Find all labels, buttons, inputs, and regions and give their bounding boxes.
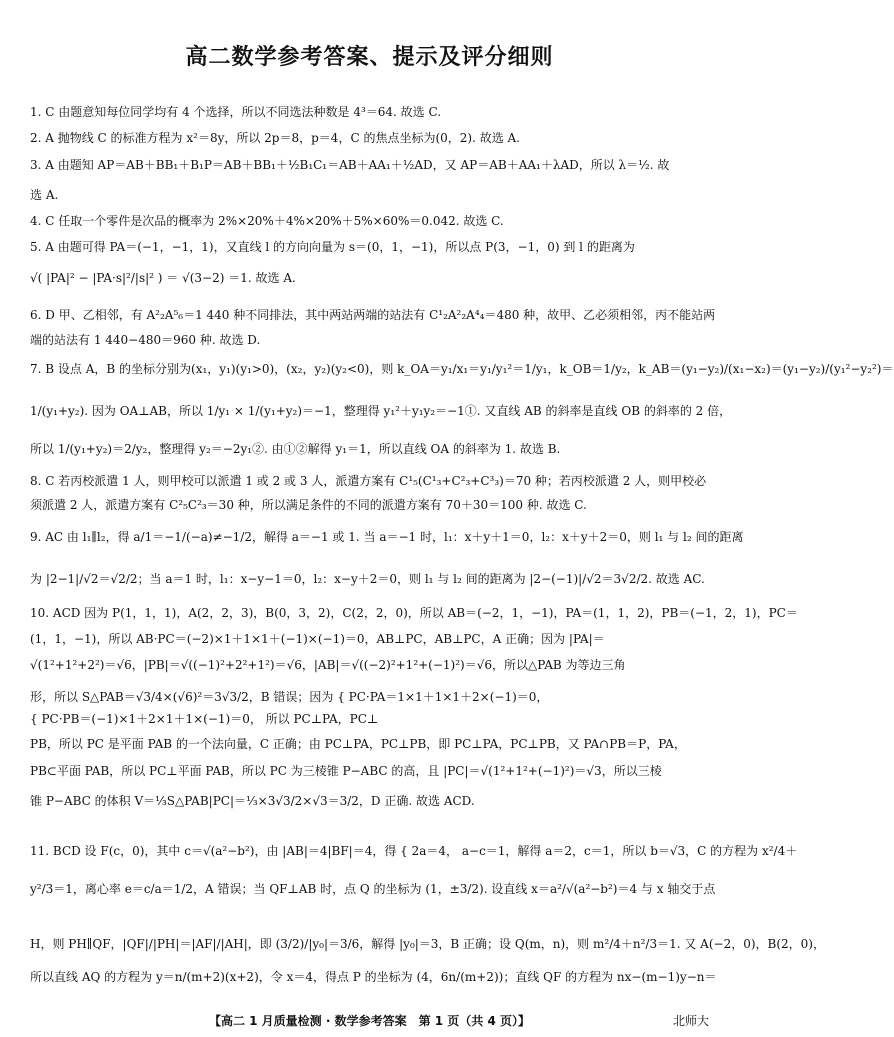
answer-line-q2: 2. A 抛物线 C 的标准方程为 x²＝8y，所以 2p＝8，p＝4，C 的焦点坐标为(0，2). 故选 A. [30, 131, 520, 145]
answer-line-q10-cont2: √(1²+1²+2²)＝√6，|PB|＝√((−1)²+2²+1²)＝√6，|AB|＝√((−2)²+1²+(−1)²)＝√6，所以△PAB 为等边三角 [30, 658, 626, 672]
answer-line-q11: 11. BCD 设 F(c，0)，其中 c＝√(a²−b²)，由 |AB|＝4|BF|＝4，得 { 2a＝4， a−c＝1，解得 a＝2，c＝1，所以 b＝√3，C 的方程为 x²/4＋ [30, 844, 798, 858]
answer-line-q10-cont3: 形，所以 S△PAB＝√3/4×(√6)²＝3√3/2，B 错误；因为 { PC·PA＝1×1＋1×1＋2×(−1)＝0， [30, 690, 549, 704]
answer-line-q11-cont3: 所以直线 AQ 的方程为 y＝n/(m+2)(x+2)，令 x＝4，得点 P 的坐标为 (4，6n/(m+2))；直线 QF 的方程为 nx−(m−1)y−n＝ [30, 970, 717, 984]
answer-line-q7: 7. B 设点 A，B 的坐标分别为(x₁，y₁)(y₁>0)，(x₂，y₂)(y₂<0)，则 k_OA＝y₁/x₁＝y₁/y₁²＝1/y₁，k_OB＝1/y₂，k_AB＝(y₁−y₂)/(x₁−x₂)＝(y₁−y₂)/(y₁²−y₂²)＝ [30, 362, 894, 376]
answer-line-q3-cont: 选 A. [30, 188, 59, 202]
answer-line-q8-cont: 须派遣 2 人，派遣方案有 C²₅C²₃＝30 种，所以满足条件的不同的派遣方案有 70＋30＝100 种. 故选 C. [30, 498, 587, 512]
page-title: 高二数学参考答案、提示及评分细则 [185, 45, 554, 70]
answer-line-q10-cont5: PB，所以 PC 是平面 PAB 的一个法向量，C 正确；由 PC⊥PA，PC⊥PB，即 PC⊥PA，PC⊥PB，又 PA∩PB＝P，PA， [30, 737, 686, 751]
answer-line-q9: 9. AC 由 l₁∥l₂，得 a/1＝−1/(−a)≠−1/2，解得 a＝−1 或 1. 当 a＝−1 时，l₁：x＋y＋1＝0，l₂：x＋y＋2＝0，则 l₁ 与 l₂ 间的距离 [30, 530, 744, 544]
answer-line-q10-cont1: (1，1，−1)，所以 AB·PC＝(−2)×1＋1×1＋(−1)×(−1)＝0，AB⊥PC，AB⊥PC，A 正确；因为 |PA|＝ [30, 632, 605, 646]
answer-line-q10-cont7: 锥 P−ABC 的体积 V＝⅓S△PAB|PC|＝⅓×3√3/2×√3＝3/2，D 正确. 故选 ACD. [30, 794, 475, 808]
answer-line-q7-cont1: 1/(y₁+y₂). 因为 OA⊥AB，所以 1/y₁ × 1/(y₁+y₂)＝−1，整理得 y₁²＋y₁y₂＝−1①. 又直线 AB 的斜率是直线 OB 的斜率的 2 倍， [30, 404, 732, 418]
answer-line-q8: 8. C 若丙校派遣 1 人，则甲校可以派遣 1 或 2 或 3 人，派遣方案有 C¹₅(C¹₃+C²₃+C³₃)＝70 种；若丙校派遣 2 人，则甲校必 [30, 474, 707, 488]
answer-line-q1: 1. C 由题意知每位同学均有 4 个选择，所以不同选法种数是 4³＝64. 故选 C. [30, 105, 442, 119]
answer-line-q3: 3. A 由题知 AP＝AB＋BB₁＋B₁P＝AB＋BB₁＋½B₁C₁＝AB＋AA₁＋½AD，又 AP＝AB＋AA₁＋λAD，所以 λ＝½. 故 [30, 158, 670, 172]
answer-line-q10: 10. ACD 因为 P(1，1，1)，A(2，2，3)，B(0，3，2)，C(2，2，0)，所以 AB＝(−2，1，−1)，PA＝(1，1，2)，PB＝(−1，2，1)，PC＝ [30, 606, 798, 620]
answer-line-q9-cont: 为 |2−1|/√2＝√2/2；当 a＝1 时，l₁：x−y−1＝0，l₂：x−y＋2＝0，则 l₁ 与 l₂ 间的距离为 |2−(−1)|/√2＝3√2/2. 故选 AC. [30, 572, 705, 586]
answer-line-q10-cont4: { PC·PB＝(−1)×1＋2×1＋1×(−1)＝0， 所以 PC⊥PA，PC⊥ [30, 712, 379, 726]
answer-line-q5-cont: √( |PA|² − |PA·s|²/|s|² ) ＝ √(3−2) ＝1. 故选 A. [30, 271, 296, 285]
answer-line-q4: 4. C 任取一个零件是次品的概率为 2%×20%＋4%×20%＋5%×60%＝0.042. 故选 C. [30, 214, 504, 228]
publisher-mark: 北师大 [672, 1014, 709, 1028]
answer-line-q7-cont2: 所以 1/(y₁+y₂)＝2/y₂，整理得 y₂＝−2y₁②. 由①②解得 y₁＝1，所以直线 OA 的斜率为 1. 故选 B. [30, 442, 561, 456]
page-footer: 【高二 1 月质量检测 · 数学参考答案 第 1 页（共 4 页）】 [208, 1014, 531, 1028]
answer-line-q6-cont: 端的站法有 1 440−480＝960 种. 故选 D. [30, 333, 261, 347]
answer-line-q6: 6. D 甲、乙相邻，有 A²₂A⁵₆＝1 440 种不同排法，其中两站两端的站法有 C¹₂A²₂A⁴₄＝480 种，故甲、乙必须相邻，丙不能站两 [30, 308, 716, 322]
answer-line-q11-cont1: y²/3＝1，离心率 e＝c/a＝1/2，A 错误；当 QF⊥AB 时，点 Q 的坐标为 (1，±3/2). 设直线 x＝a²/√(a²−b²)＝4 与 x 轴交于点 [30, 882, 716, 896]
answer-line-q10-cont6: PB⊂平面 PAB，所以 PC⊥平面 PAB，所以 PC 为三棱锥 P−ABC 的高，且 |PC|＝√(1²+1²+(−1)²)＝√3，所以三棱 [30, 764, 662, 778]
answer-line-q5: 5. A 由题可得 PA＝(−1，−1，1)，又直线 l 的方向向量为 s＝(0，1，−1)，所以点 P(3，−1，0) 到 l 的距离为 [30, 240, 635, 254]
answer-line-q11-cont2: H，则 PH∥QF，|QF|/|PH|＝|AF|/|AH|，即 (3/2)/|y₀|＝3/6，解得 |y₀|＝3，B 正确；设 Q(m，n)，则 m²/4＋n²/3＝1. 又 A(−2，0)，B(2，0)， [30, 937, 825, 951]
